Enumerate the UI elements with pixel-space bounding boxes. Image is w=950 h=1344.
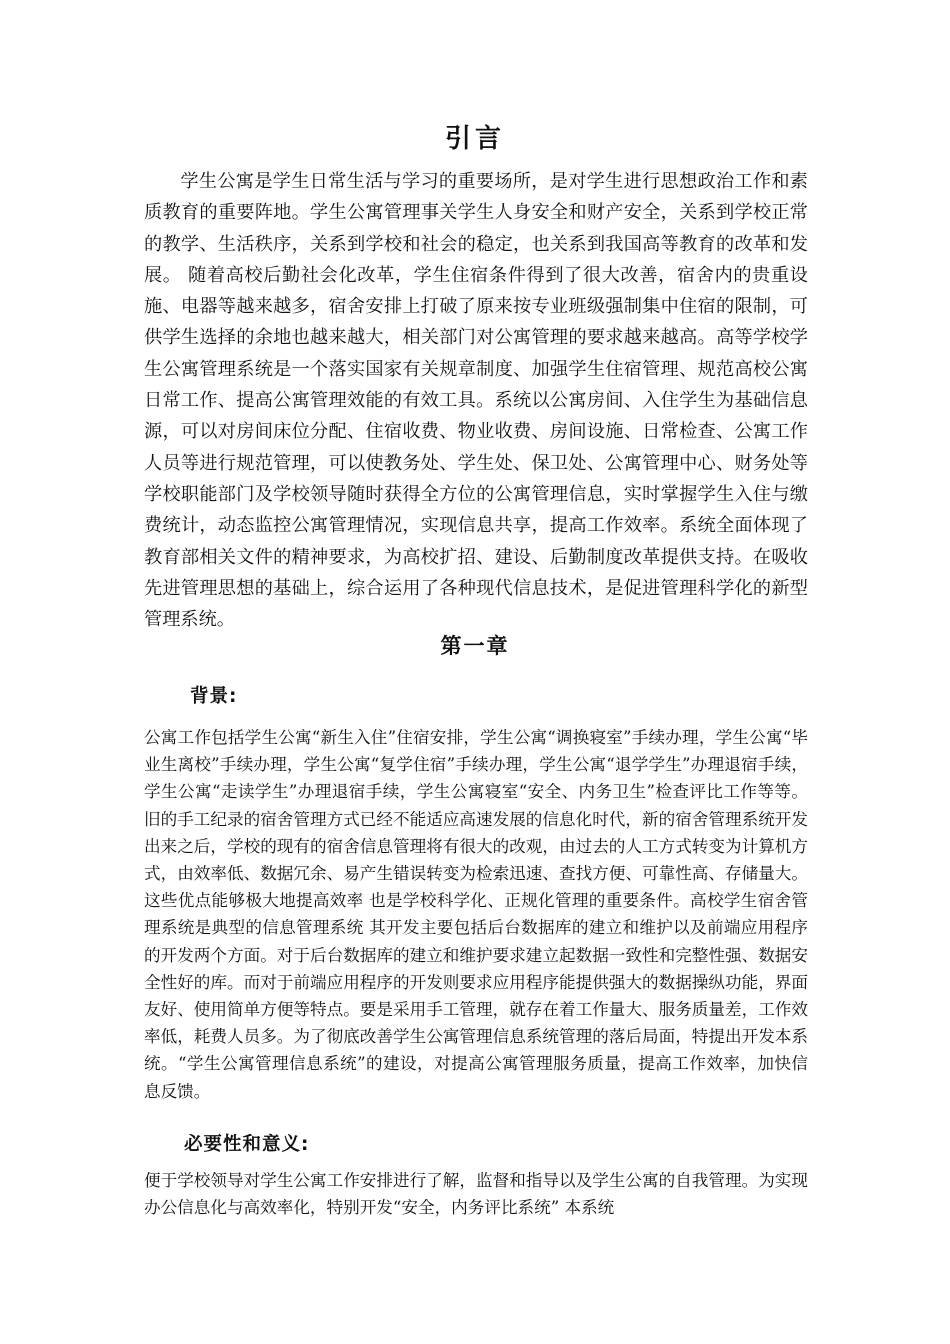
necessity-paragraph: 便于学校领导对学生公寓工作安排进行了解，监督和指导以及学生公寓的自我管理。为实现办公信息化与高效率化，特别开发“安全，内务评比系统” 本系统 [144, 1171, 808, 1218]
background-heading: 背景: [190, 686, 238, 707]
intro-paragraph: 学生公寓是学生日常生活与学习的重要场所，是对学生进行思想政治工作和素质教育的重要阵地。学生公寓管理事关学生人身安全和财产安全，关系到学校正常的教学、生活秩序，关系到学校和社会的稳定，也关系到我国高等教育的改革和发展。 随着高校后勤社会化改革，学生住宿条件得到了很大改善，宿舍内的贵重设施、电器等越来越多，宿舍安排上打破了原来按专业班级强制集中住宿的限制，可供学生选择的余地也越来越大，相关部门对公寓管理的要求越来越高。高等学校学生公寓管理系统是一个落实国家有关规章制度、加强学生住宿管理、规范高校公寓日常工作、提高公寓管理效能的有效工具。系统以公寓房间、入住学生为基础信息源，可以对房间床位分配、住宿收费、物业收费、房间设施、日常检查、公寓工作人员等进行规范管理，可以使教务处、学生处、保卫处、公寓管理中心、财务处等学校职能部门及学校领导随时获得全方位的公寓管理信息，实时掌握学生入住与缴费统计，动态监控公寓管理情况，实现信息共享，提高工作效率。系统全面体现了教育部相关文件的精神要求，为高校扩招、建设、后勤制度改革提供支持。在吸收先进管理思想的基础上，综合运用了各种现代信息技术，是促进管理科学化的新型管理系统。 [144, 171, 808, 631]
background-paragraph: 公寓工作包括学生公寓“新生入住”住宿安排，学生公寓“调换寝室”手续办理，学生公寓“毕业生离校”手续办理，学生公寓“复学住宿”手续办理，学生公寓“退学学生”办理退宿手续，学生公寓“走读学生”办理退宿手续，学生公寓寝室“安全、内务卫生”检查评比工作等等。旧的手工纪录的宿舍管理方式已经不能适应高速发展的信息化时代，新的宿舍管理系统开发出来之后，学校的现有的宿舍信息管理将有很大的改观，由过去的人工方式转变为计算机方式，由效率低、数据冗余、易产生错误转变为检索迅速、查找方便、可靠性高、存储量大。这些优点能够极大地提高效率 也是学校科学化、正规化管理的重要条件。高校学生宿舍管理系统是典型的信息管理系统 其开发主要包括后台数据库的建立和维护以及前端应用程序的开发两个方面。对于后台数据库的建立和维护要求建立起数据一致性和完整性强、数据安全性好的库。而对于前端应用程序的开发则要求应用程序能提供强大的数据操纵功能，界面友好、使用简单方便等特点。要是采用手工管理，就存在着工作量大、服务质量差，工作效率低，耗费人员多。为了彻底改善学生公寓管理信息系统管理的落后局面，特提出开发本系统。“学生公寓管理信息系统”的建设，对提高公寓管理服务质量，提高工作效率，加快信息反馈。 [144, 728, 808, 1101]
chapter-title: 第一章 [440, 634, 510, 658]
intro-title: 引言 [444, 124, 505, 154]
necessity-heading: 必要性和意义: [184, 1134, 310, 1155]
